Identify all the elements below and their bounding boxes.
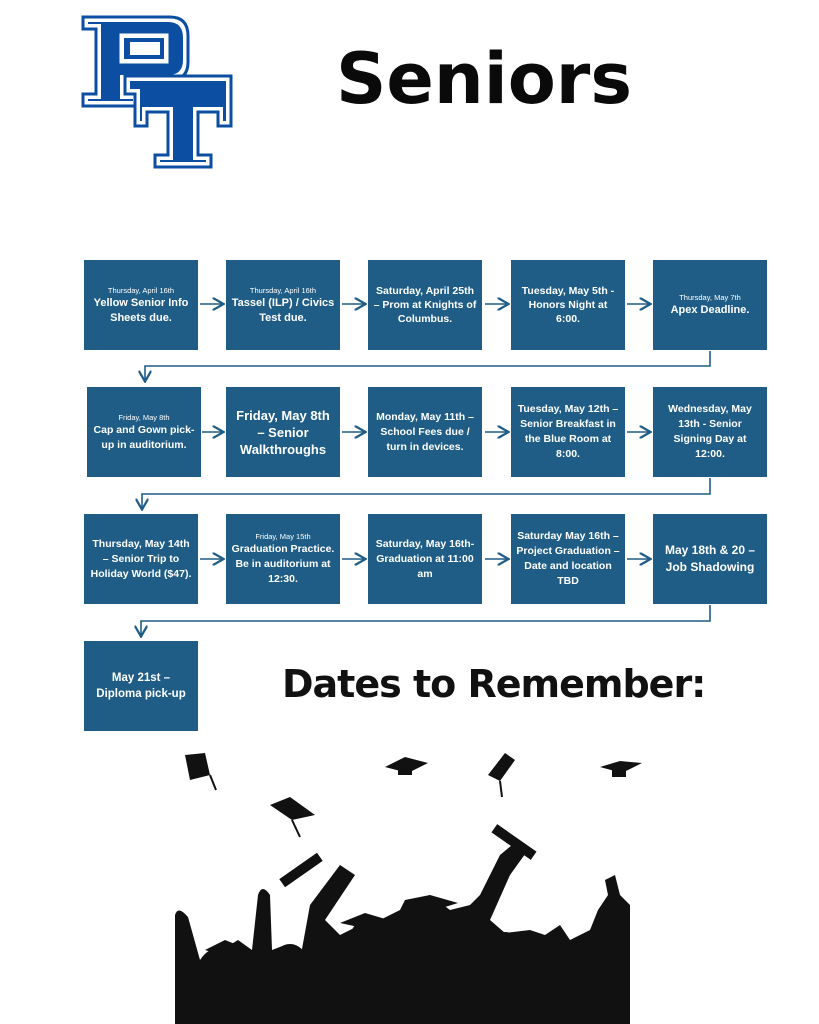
cap-icon bbox=[385, 757, 428, 775]
event-box bbox=[511, 514, 625, 604]
event-text: Saturday May 16th – Project Graduation – Date and location TBD bbox=[516, 530, 620, 587]
event-text: Tuesday, May 12th – Senior Breakfast in the Blue Room at 8:00. bbox=[517, 403, 619, 460]
event-text: Graduation Practice. Be in auditorium at 12:30. bbox=[231, 543, 335, 585]
event-box bbox=[226, 514, 340, 604]
event-text: May 21st – Diploma pick-up bbox=[96, 672, 186, 700]
event-text: Saturday, May 16th- Graduation at 11:00 am bbox=[375, 537, 475, 580]
event-text: Monday, May 11th – School Fees due / turn in devices. bbox=[376, 410, 474, 453]
dates-to-remember-heading: Dates to Remember: bbox=[282, 662, 706, 706]
pt-logo bbox=[80, 14, 234, 170]
event-text: Cap and Gown pick-up in auditorium. bbox=[93, 423, 195, 451]
event-box bbox=[653, 514, 767, 604]
event-text: Yellow Senior Info Sheets due. bbox=[93, 296, 189, 324]
event-box bbox=[368, 387, 482, 477]
event-box bbox=[226, 387, 340, 477]
event-box bbox=[84, 514, 198, 604]
event-text: Saturday, April 25th – Prom at Knights of Columbus. bbox=[373, 285, 477, 325]
graduates-silhouette-image bbox=[160, 745, 660, 1024]
event-date: Friday, May 15th bbox=[255, 532, 311, 541]
event-box bbox=[226, 260, 340, 350]
event-text: May 18th & 20 – Job Shadowing bbox=[664, 543, 756, 574]
event-text: Tassel (ILP) / Civics Test due. bbox=[231, 296, 335, 324]
cap-icon bbox=[600, 761, 642, 777]
cap-icon bbox=[270, 797, 315, 837]
event-text: Apex Deadline. bbox=[670, 304, 750, 316]
event-box bbox=[87, 387, 201, 477]
cap-icon bbox=[488, 753, 515, 797]
event-text: Friday, May 8th – Senior Walkthroughs bbox=[236, 407, 330, 457]
event-box bbox=[84, 260, 198, 350]
event-text: Wednesday, May 13th - Senior Signing Day at 12:00. bbox=[668, 403, 752, 460]
event-text: Tuesday, May 5th - Honors Night at 6:00. bbox=[521, 285, 615, 325]
event-date: Friday, May 8th bbox=[118, 412, 170, 422]
event-box bbox=[511, 387, 625, 477]
event-box bbox=[653, 260, 767, 350]
event-text: Thursday, May 14th – Senior Trip to Holiday World ($47). bbox=[90, 537, 192, 580]
cap-icon bbox=[185, 753, 216, 790]
event-date: Thursday, May 7th bbox=[679, 293, 741, 302]
event-box bbox=[653, 387, 767, 477]
event-box bbox=[368, 514, 482, 604]
event-box bbox=[368, 260, 482, 350]
event-date: Thursday, April 16th bbox=[107, 285, 175, 295]
event-date: Thursday, April 16th bbox=[249, 285, 317, 295]
event-box bbox=[511, 260, 625, 350]
event-box bbox=[84, 641, 198, 731]
page-title: Seniors bbox=[336, 38, 632, 120]
